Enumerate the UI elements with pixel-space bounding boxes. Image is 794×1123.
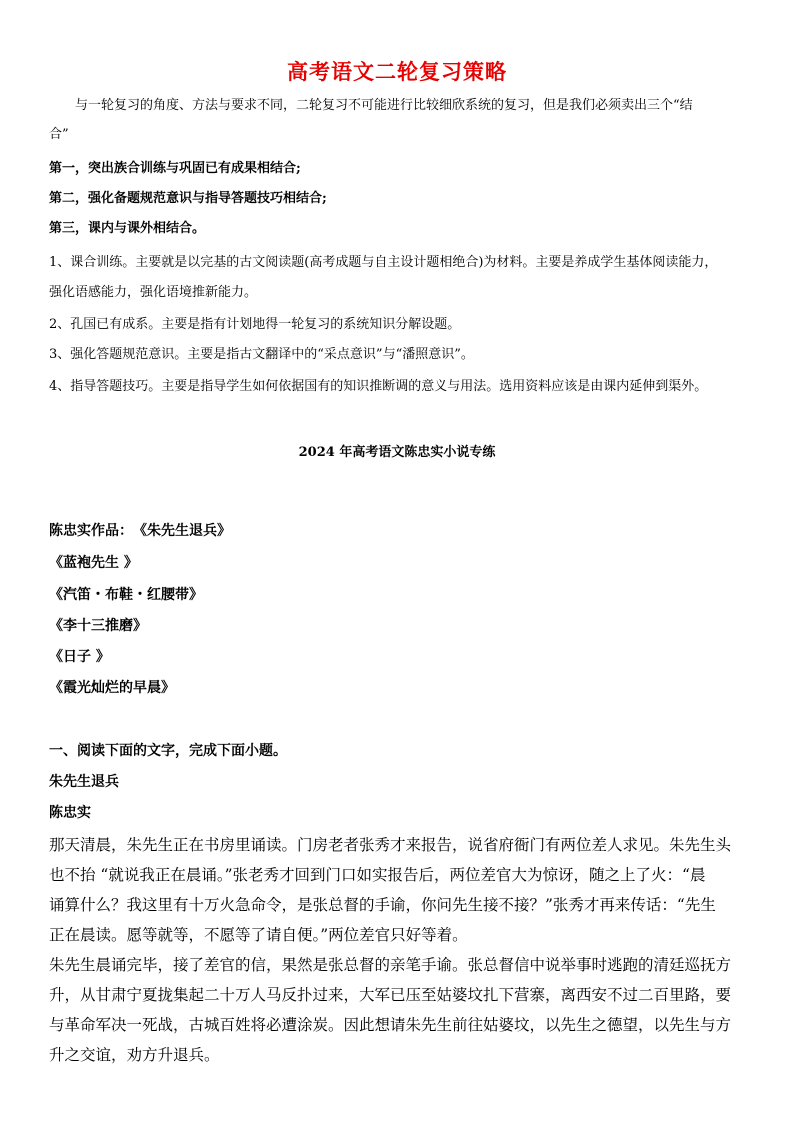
point-1: 第一，突出族合训练与巩固已有成果相结合; [49, 161, 301, 176]
story-paragraph-1-line: 那天清晨，朱先生正在书房里诵读。门房老者张秀才来报告，说省府衙门有两位差人求见。朱先生头 [49, 836, 732, 854]
works-label: 陈忠实作品： 《朱先生退兵》 [49, 523, 231, 539]
work-item: 《汽笛・布鞋・红腰带》 [49, 587, 203, 603]
intro-line-2: 合” [49, 127, 69, 142]
story-paragraph-2-line: 升，从甘肃宁夏拢集起二十万人马反扑过来，大军已压至姑婆坟扎下营寨，离西安不过二百里路，要 [49, 986, 732, 1004]
story-paragraph-2-line: 朱先生晨诵完毕，接了差官的信，果然是张总督的亲笔手谕。张总督信中说举事时逃跑的清廷巡抚方 [49, 956, 732, 974]
item-2: 2、孔国已有成系。主要是指有计划地得一轮复习的系统知识分解设题。 [49, 317, 461, 332]
work-item: 《李十三推磨》 [49, 618, 147, 634]
point-3: 第三，课内与课外相结合。 [49, 221, 206, 236]
work-item: 《霞光灿烂的早晨》 [49, 680, 175, 696]
work-item: 《蓝袍先生 》 [49, 555, 138, 571]
work-item: 《日子 》 [49, 649, 110, 665]
story-paragraph-2-line: 与革命军决一死战，古城百姓将必遭涂炭。因此想请朱先生前往姑婆坟，以先生之德望，以先生与方 [49, 1016, 732, 1034]
story-paragraph-2-line: 升之交谊，劝方升退兵。 [49, 1046, 220, 1064]
item-3: 3、强化答题规范意识。主要是指古文翻译中的“采点意识”与“潘照意识”。 [49, 347, 474, 362]
item-1-line-2: 强化语感能力，强化语境推新能力。 [49, 285, 258, 300]
story-title: 朱先生退兵 [49, 774, 119, 790]
question-heading: 一、阅读下面的文字，完成下面小题。 [49, 743, 287, 759]
intro-line-1: 与一轮复习的角度、方法与要求不同，二轮复习不可能进行比较细欣系统的复习，但是我们必须卖出三个“结 [75, 98, 693, 113]
item-4: 4、指导答题技巧。主要是指导学生如何依据国有的知识推断调的意义与用法。选用资料应该是由课内延伸到渠外。 [49, 379, 708, 394]
point-2: 第二，强化备题规范意识与指导答题技巧相结合; [49, 191, 327, 206]
story-paragraph-1-line: 诵算什么？我这里有十万火急命令，是张总督的手谕，你问先生接不接？”张秀才再来传话：“先生 [49, 896, 716, 914]
section-heading: 2024 年高考语文陈忠实小说专练 [298, 445, 496, 460]
document-title: 高考语文二轮复习策略 [287, 60, 507, 84]
story-paragraph-1-line: 正在晨读。愿等就等，不愿等了请自便。”两位差官只好等着。 [49, 926, 468, 944]
story-paragraph-1-line: 也不抬 “就说我正在晨诵。”张老秀才回到门口如实报告后，两位差官大为惊讶，随之上了火：“晨 [49, 866, 706, 884]
item-1-line-1: 1、课合训练。主要就是以完基的古文阅读题(高考成题与自主设计题相绝合)为材料。主要是养成学生基体阅读能力， [49, 255, 718, 270]
story-author: 陈忠实 [49, 805, 91, 821]
